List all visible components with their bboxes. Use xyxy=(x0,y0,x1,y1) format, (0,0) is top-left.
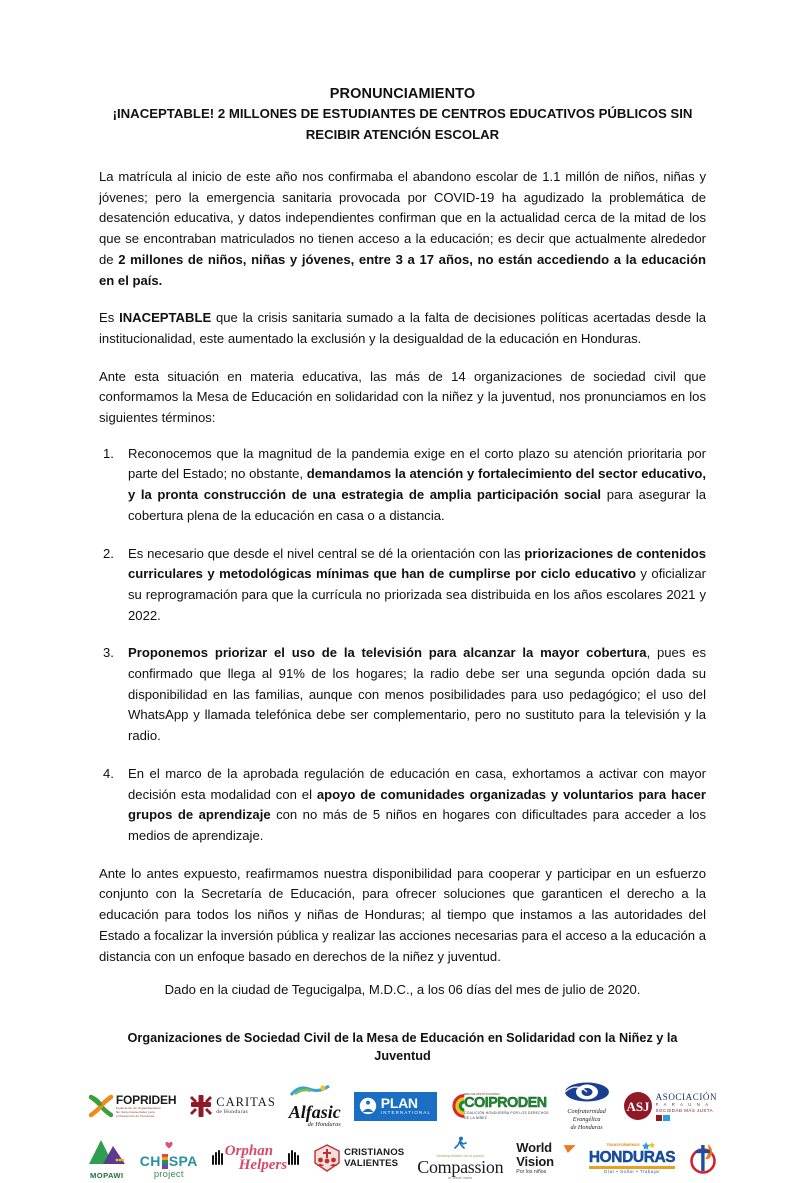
title-block xyxy=(99,84,706,145)
paragraph-2 xyxy=(99,308,706,349)
foprideh-sub-1: Federación de Organizaciones xyxy=(115,1105,161,1110)
world-vision-sub: Por los niños xyxy=(516,1168,547,1175)
mopawi-mountain-icon xyxy=(87,1136,127,1166)
chispa-project-logo xyxy=(140,1136,198,1180)
confraternidad-sub: de Honduras xyxy=(570,1123,603,1131)
coiproden-logo xyxy=(450,1091,550,1121)
cristianos-valientes-name-1: CRISTIANOS xyxy=(344,1147,405,1158)
cristianos-valientes-logo xyxy=(314,1144,404,1172)
logo-section xyxy=(90,1081,718,1183)
compassion-top: following children out of poverty xyxy=(436,1153,485,1158)
paragraph-2-rest: que la crisis sanitaria sumado a la falta de decisiones políticas acertadas desde la institucionalidad, este aumentado la exclusión y la desigualdad de la educación en Honduras. xyxy=(99,310,707,346)
cruz-llama-logo xyxy=(688,1142,718,1174)
item-rest: con no más de 5 niños en hogares con dificultades para acceder a los medios de aprendizaje. xyxy=(128,807,706,843)
logo-row-1 xyxy=(99,1081,718,1131)
caritas-logo xyxy=(189,1093,275,1119)
world-vision-name: World Vision xyxy=(516,1139,554,1169)
alfasic-sub: de Honduras xyxy=(307,1121,341,1128)
item-rest: , pues es confirmado que llega al 91% de los hogares; la radio debe ser una segunda opción dada su disponibilidad en las familias, aunque con menos posibilidades para uso pedagógico; el uso del WhatsApp y llamada telefónica debe ser complementario, pero no sustituto para la televisión y la radio. xyxy=(128,645,706,744)
closing-paragraph: Ante lo antes expuesto, reafirmamos nuestra disponibilidad para cooperar y participar en un esfuerzo conjunto con la Secretaría de Educación, para ofrecer soluciones que garanticen el derecho a la educación para todos los niños y niñas de Honduras; al tiempo que instamos a las autoridades del Estado a focalizar la inversión pública y realizar las acciones necesarias para el acceso a la educación a distancia con un enfoque basado en derechos de la niñez y juventud. xyxy=(99,865,706,964)
orphan-helpers-name-1: Orphan xyxy=(224,1143,274,1159)
compassion-name: Compassion xyxy=(417,1156,504,1177)
item-lead: En el marco de la aprobada regulación de educación en casa, exhortamos a activar con mayor decisión esta modalidad con el xyxy=(128,765,706,802)
alfasic-name: Alfasic xyxy=(288,1102,341,1122)
plan-sub: INTERNATIONAL xyxy=(380,1109,432,1115)
asj-line-1: ASOCIACIÓN xyxy=(655,1091,718,1102)
page-title: PRONUNCIAMIENTO xyxy=(329,86,476,102)
asj-line-3: SOCIEDAD MÁS JUSTA xyxy=(655,1107,714,1113)
plan-international-logo xyxy=(354,1092,437,1121)
mopawi-logo xyxy=(87,1136,127,1180)
paragraph-1-text: La matrícula al inicio de este año nos confirmaba el abandono escolar de 1.1 millón de niños, niñas y jóvenes; pero la emergencia sanitaria provocada por COVID-19 ha agudizado la problemática de desatención educativa, y datos independientes confirman que en la actualidad cerca de la mitad de los que se encontraban matriculados no tienen acceso a la educación; es decir que actualmente alrededor de xyxy=(99,169,706,267)
foprideh-sub-2: No Gubernamentales para xyxy=(115,1109,155,1114)
item-lead: Es necesario que desde el nivel central se dé la orientación con las xyxy=(128,545,525,561)
paragraph-2-lead: Es xyxy=(99,310,120,326)
world-vision-triangle-icon xyxy=(563,1141,576,1159)
signatories-heading: Organizaciones de Sociedad Civil de la Mesa de Educación en Solidaridad con la Niñez y la Juventud xyxy=(127,1031,678,1063)
list-item xyxy=(99,764,706,847)
foprideh-name: FOPRIDEH xyxy=(115,1092,177,1107)
cross-flame-circle-icon xyxy=(688,1142,718,1174)
list-item xyxy=(99,444,706,527)
mopawi-name: MOPAWI xyxy=(90,1171,124,1180)
honduras-logo xyxy=(589,1141,675,1175)
orphan-helpers-hand-left-icon xyxy=(211,1149,225,1167)
compassion-logo xyxy=(417,1136,503,1181)
chispa-heart-icon xyxy=(164,1141,174,1149)
honduras-sub: Orar • Soñar • Trabajar xyxy=(603,1169,661,1174)
caritas-cross-icon xyxy=(189,1093,213,1119)
item-bold: apoyo de comunidades organizadas y voluntarios para hacer grupos de aprendizaje xyxy=(128,786,706,823)
logo-row-2 xyxy=(90,1133,706,1183)
asj-line-2: P A R A U N A xyxy=(655,1101,711,1107)
date-line: Dado en la ciudad de Tegucigalpa, M.D.C., a los 06 días del mes de julio de 2020. xyxy=(164,982,641,998)
chispa-name-part2: SPA xyxy=(168,1153,198,1169)
confraternidad-name: Confraternidad Evangélica xyxy=(567,1107,606,1123)
compassion-sub: in Jesus' name xyxy=(448,1175,473,1180)
asj-circle-icon xyxy=(623,1091,653,1121)
asj-bars xyxy=(656,1115,718,1121)
paragraph-2-bold: INACEPTABLE xyxy=(119,310,212,326)
chispa-sub: project xyxy=(153,1169,184,1180)
paragraph-3: Ante esta situación en materia educativa, las más de 14 organizaciones de sociedad civil que conformamos la Mesa de Educación en solidaridad con la niñez y la juventud, nos pronunciamos en los siguientes términos: xyxy=(99,368,706,426)
coiproden-top: RED DE INSTITUCIONES xyxy=(464,1091,500,1096)
world-vision-logo xyxy=(516,1141,576,1176)
asj-logo xyxy=(623,1091,718,1121)
confraternidad-evangelica-logo xyxy=(564,1081,610,1132)
item-rest: y oficializar su reprogramación para que la currícula no priorizada sea distribuida en los años escolares 2021 y 2022. xyxy=(128,566,706,623)
item-lead: Reconocemos que la magnitud de la pandemia exige en el corto plazo su atención prioritaria por parte del Estado; no obstante, xyxy=(128,445,706,482)
confraternidad-oval-icon xyxy=(564,1081,610,1103)
plan-name: PLAN xyxy=(380,1094,418,1111)
alfasic-logo xyxy=(289,1083,341,1129)
item-bold: Proponemos priorizar el uso de la televisión para alcanzar la mayor cobertura xyxy=(128,645,647,661)
list-item xyxy=(99,544,706,627)
asj-bar-blue xyxy=(663,1115,670,1121)
orphan-helpers-hand-right-icon xyxy=(287,1149,301,1167)
paragraph-1 xyxy=(99,167,706,291)
coiproden-sub: COALICIÓN HONDUREÑA POR LOS DERECHOS DE LA NIÑEZ xyxy=(464,1110,549,1120)
honduras-top: TRANSFORMEMOS xyxy=(606,1143,640,1147)
foprideh-sub-3: el Desarrollo de Honduras xyxy=(115,1114,155,1119)
paragraph-1-bold: 2 millones de niños, niñas y jóvenes, entre 3 a 17 años, no están accediendo a la educación en el país. xyxy=(99,251,706,288)
caritas-sub: de Honduras xyxy=(216,1109,249,1115)
orphan-helpers-logo xyxy=(211,1144,301,1172)
item-rest: para asegurar la cobertura plena de la educación en casa o a distancia. xyxy=(128,487,706,523)
demands-list xyxy=(99,444,706,847)
compassion-child-icon xyxy=(452,1136,468,1149)
orphan-helpers-name-2: Helpers xyxy=(238,1157,288,1173)
item-bold: priorizaciones de contenidos curriculares y metodológicas mínimas que han de cumplirse por ciclo educativo xyxy=(128,545,706,582)
honduras-name: HONDURAS xyxy=(588,1149,676,1166)
alfasic-swoosh-icon xyxy=(289,1083,331,1098)
caritas-name: CARITAS xyxy=(216,1095,276,1109)
item-bold: demandamos la atención y fortalecimiento del sector educativo, y la pronta construcción de una estrategia de amplia participación social xyxy=(128,466,706,503)
list-item xyxy=(99,643,706,747)
cristianos-valientes-shield-icon xyxy=(314,1144,340,1172)
asj-bar-red xyxy=(656,1115,663,1121)
honduras-star-icon xyxy=(642,1141,658,1150)
cristianos-valientes-name-2: VALIENTES xyxy=(344,1158,399,1169)
foprideh-logo xyxy=(88,1093,176,1119)
page-subtitle: ¡INACEPTABLE! 2 MILLONES DE ESTUDIANTES DE CENTROS EDUCATIVOS PÚBLICOS SIN RECIBIR ATENCIÓN ESCOLAR xyxy=(112,106,693,142)
chispa-name-part1: CH xyxy=(139,1153,161,1169)
coiproden-name: COIPRODEN xyxy=(464,1094,547,1111)
plan-person-icon xyxy=(359,1097,377,1115)
chispa-rainbow-i-icon xyxy=(161,1154,169,1169)
svg-text:ASJ: ASJ xyxy=(626,1099,650,1114)
foprideh-x-icon xyxy=(88,1093,114,1119)
